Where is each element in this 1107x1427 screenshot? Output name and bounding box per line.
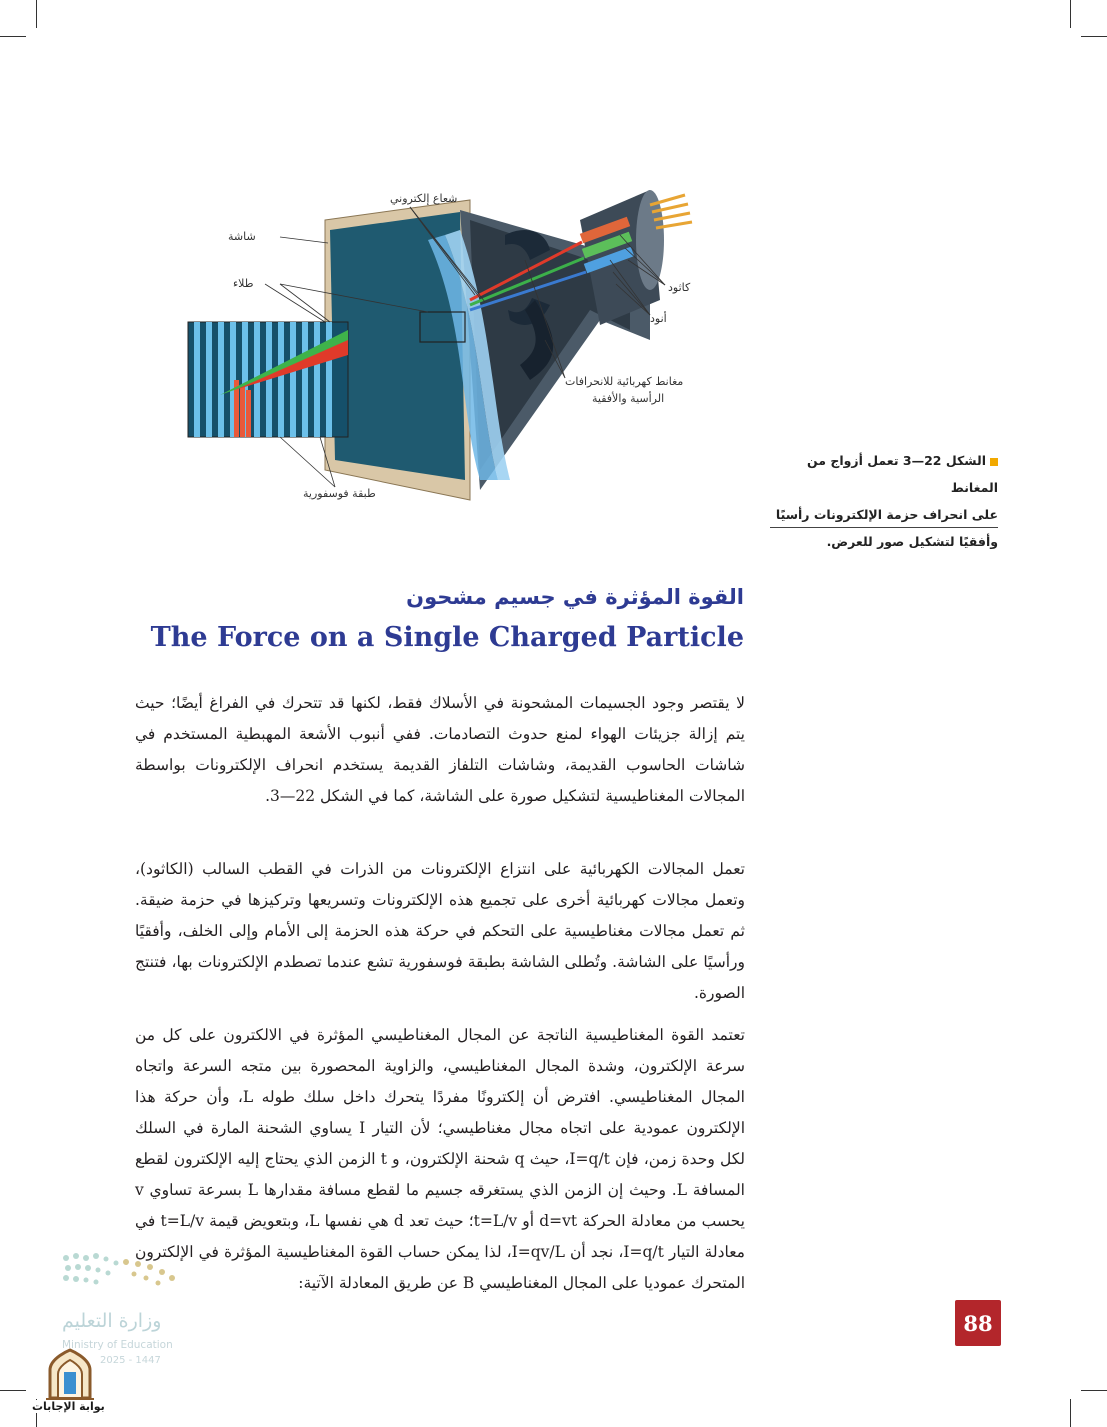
crop-mark xyxy=(1081,1390,1107,1391)
section-title-english: The Force on a Single Charged Particle xyxy=(150,622,744,653)
label-electron-beam: شعاع إلكتروني xyxy=(390,192,458,205)
answers-gateway-label: بوابة الإجابات xyxy=(32,1400,105,1413)
label-magnets-line2: الرأسية والأفقية xyxy=(592,392,665,405)
label-coating: طلاء xyxy=(233,277,254,290)
paragraph-1: لا يقتصر وجود الجسيمات المشحونة في الأسلاك فقط، لكنها قد تتحرك في الفراغ أيضًا؛ حيث يتم إزالة جزيئات الهواء لمنع حدوث التصادمات. ففي أنبوب الأشعة المهبطية المستخدم في شاشات الحاسوب القديمة، وشاشات التلفاز القديمة يستخدم انحراف الإلكترونات بواسطة المجالات المغناطيسية لتشكيل صورة على الشاشة، كما في الشكل 22—3. xyxy=(135,693,745,805)
caption-line3: وأفقيًا لتشكيل صور للعرض. xyxy=(826,534,998,549)
label-screen: شاشة xyxy=(228,230,256,243)
caption-line1-row xyxy=(770,447,998,501)
crop-mark xyxy=(36,0,37,28)
label-phosphor-layer: طبقة فوسفورية xyxy=(303,487,376,500)
caption-rule xyxy=(770,527,998,528)
crop-mark xyxy=(0,1390,26,1391)
crop-mark xyxy=(1081,36,1107,37)
label-magnets-line1: مغانط كهربائية للانحرافات xyxy=(565,375,684,388)
caption-square-icon xyxy=(990,458,998,466)
crop-mark xyxy=(0,36,26,37)
page-number: 88 xyxy=(955,1300,1001,1346)
crop-mark xyxy=(1070,0,1071,28)
caption-line2: على انحراف حزمة الإلكترونات رأسيًا xyxy=(775,507,998,522)
label-cathode: كاثود xyxy=(668,281,691,294)
section-title-arabic: القوة المؤثرة في جسيم مشحون xyxy=(406,585,744,609)
ministry-year: 2025 - 1447 xyxy=(100,1355,161,1366)
ministry-name-arabic: وزارة التعليم xyxy=(62,1310,162,1332)
caption-line1: تعمل أزواج من المغانط xyxy=(807,453,998,495)
paragraph-2: تعمل المجالات الكهربائية على انتزاع الإلكترونات من الذرات في القطب السالب (الكاثود)، وتعمل مجالات كهربائية أخرى على تجميع هذه الإلكترونات وتسريعها وتركيزها في حزمة ضيقة. ثم تعمل مجالات مغناطيسية على التحكم في حركة هذه الحزمة إلى الأمام وإلى الخلف، وأفقيًا ورأسيًا على الشاشة. وتُطلى الشاشة بطبقة فوسفورية تشع عندما تصطدم الإلكترونات بها، فتنتج الصورة. xyxy=(135,859,745,1002)
caption-figure-id: الشكل 22—3 xyxy=(902,453,986,468)
phosphor-inset xyxy=(188,322,348,437)
ministry-name-english: Ministry of Education xyxy=(62,1339,173,1351)
crt-illustration xyxy=(180,180,740,520)
label-anode: أنود xyxy=(650,312,667,325)
crop-mark xyxy=(1070,1399,1071,1427)
figure-caption xyxy=(770,447,998,555)
crt-figure xyxy=(180,180,740,520)
paragraph-3: تعتمد القوة المغناطيسية الناتجة عن المجال المغناطيسي المؤثرة في الالكترون على كل من سرعة الإلكترون، وشدة المجال المغناطيسي، والزاوية المحصورة بين متجه السرعة واتجاه المجال المغناطيسي. افترض أن إلكترونًا مفردًا يتحرك داخل سلك طوله L، وأن حركة هذا الإلكترون عمودية على اتجاه مجال مغناطيسي؛ لأن التيار I يساوي الشحنة المارة في السلك لكل وحدة زمن، فإن I=q/t، حيث q شحنة الإلكترون، و t الزمن الذي يحتاج إليه الإلكترون لقطع المسافة L. وحيث إن الزمن الذي يستغرقه جسيم ما لقطع مسافة مقدارها L بسرعة تساوي v يحسب من معادلة الحركة d=vt أو t=L/v؛ حيث تعد d هي نفسها L، وبتعويض قيمة t=L/v في معادلة التيار I=q/t، نجد أن I=qv/L، لذا يمكن حساب القوة المغناطيسية المؤثرة في الإلكترون المتحرك عموديا على المجال المغناطيسي B عن طريق المعادلة الآتية: xyxy=(135,1025,745,1292)
